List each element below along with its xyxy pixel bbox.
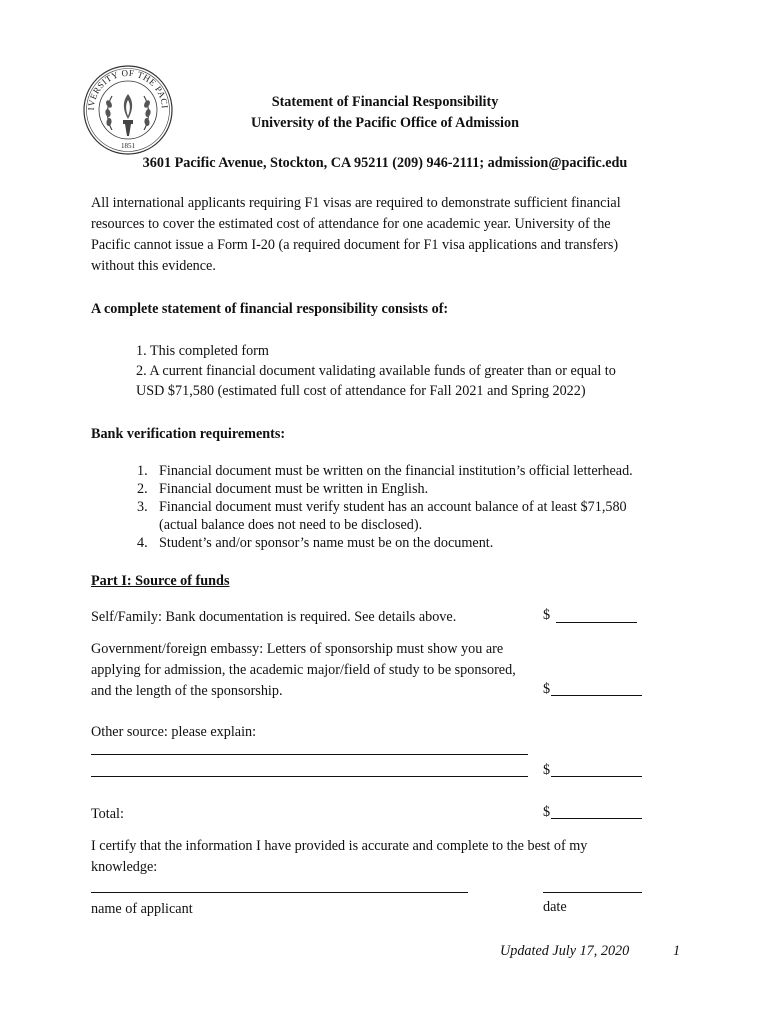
government-line: Government/foreign embassy: Letters of sponsorship must show you are [91,641,504,657]
other-source-explain-line-2[interactable] [91,776,528,777]
total-amount-field[interactable] [551,818,642,819]
date-label: date [543,899,567,915]
applicant-name-label: name of applicant [91,901,193,917]
document-subtitle: University of the Pacific Office of Admission [251,115,519,131]
complete-statement-item: USD $71,580 (estimated full cost of attendance for Fall 2021 and Spring 2022) [136,383,586,399]
complete-statement-heading: A complete statement of financial responsibility consists of: [91,301,449,317]
dollar-sign: $ [543,607,551,623]
bank-heading: Bank verification requirements: [91,426,286,442]
bank-item-text: Financial document must verify student has an account balance of at least $71,580 [159,499,627,515]
dollar-sign: $ [543,762,551,778]
updated-date: Updated July 17, 2020 [500,943,630,959]
certify-line: knowledge: [91,859,158,875]
bank-item-number: 4. [137,535,148,551]
complete-statement-list [136,341,696,401]
government-line: and the length of the sponsorship. [91,683,283,699]
page-number: 1 [673,943,681,959]
document-title: Statement of Financial Responsibility [271,94,499,110]
applicant-name-field[interactable] [91,892,468,893]
bank-item [137,462,697,480]
government-paragraph [91,639,561,702]
other-source-amount-field[interactable] [551,776,642,777]
government-amount-field[interactable] [551,695,642,696]
bank-item [137,480,697,498]
bank-requirements-list [137,462,697,552]
intro-paragraph [91,193,666,277]
intro-line: resources to cover the estimated cost of attendance for one academic year. University of the [91,216,611,232]
certify-paragraph [91,836,671,878]
bank-item-text: Student’s and/or sponsor’s name must be on the document. [159,535,494,551]
part1-heading: Part I: Source of funds [91,573,230,589]
government-line: applying for admission, the academic major/field of study to be sponsored, [91,662,516,678]
bank-item-text: Financial document must be written in English. [159,481,429,497]
intro-line: Pacific cannot issue a Form I-20 (a required document for F1 visa applications and transfers) [91,237,619,253]
complete-statement-item: 1. This completed form [136,343,269,359]
bank-item-text: (actual balance does not need to be disclosed). [159,517,423,533]
self-family-amount-field[interactable] [556,622,637,623]
seal-ring-text: IVERSITY OF THE PACI [85,67,171,111]
intro-line: All international applicants requiring F1 visas are required to demonstrate sufficient financial [91,195,621,211]
bank-item-text: Financial document must be written on the financial institution’s official letterhead. [159,463,633,479]
total-label: Total: [91,806,124,822]
date-field[interactable] [543,892,642,893]
bank-item-number: 1. [137,463,148,479]
certify-line: I certify that the information I have provided is accurate and complete to the best of my [91,838,588,854]
bank-item-number: 2. [137,481,148,497]
intro-line: without this evidence. [91,258,216,274]
other-source-label: Other source: please explain: [91,724,257,740]
self-family-label: Self/Family: Bank documentation is required. See details above. [91,609,457,625]
dollar-sign: $ [543,681,551,697]
bank-item [137,534,697,552]
complete-statement-item: 2. A current financial document validating available funds of greater than or equal to [136,363,616,379]
bank-item [137,498,697,534]
seal-year: 1851 [121,142,135,150]
other-source-explain-line-1[interactable] [91,754,528,755]
dollar-sign: $ [543,804,551,820]
bank-item-number: 3. [137,499,148,515]
contact-line: 3601 Pacific Avenue, Stockton, CA 95211 (209) 946-2111; admission@pacific.edu [142,155,628,171]
